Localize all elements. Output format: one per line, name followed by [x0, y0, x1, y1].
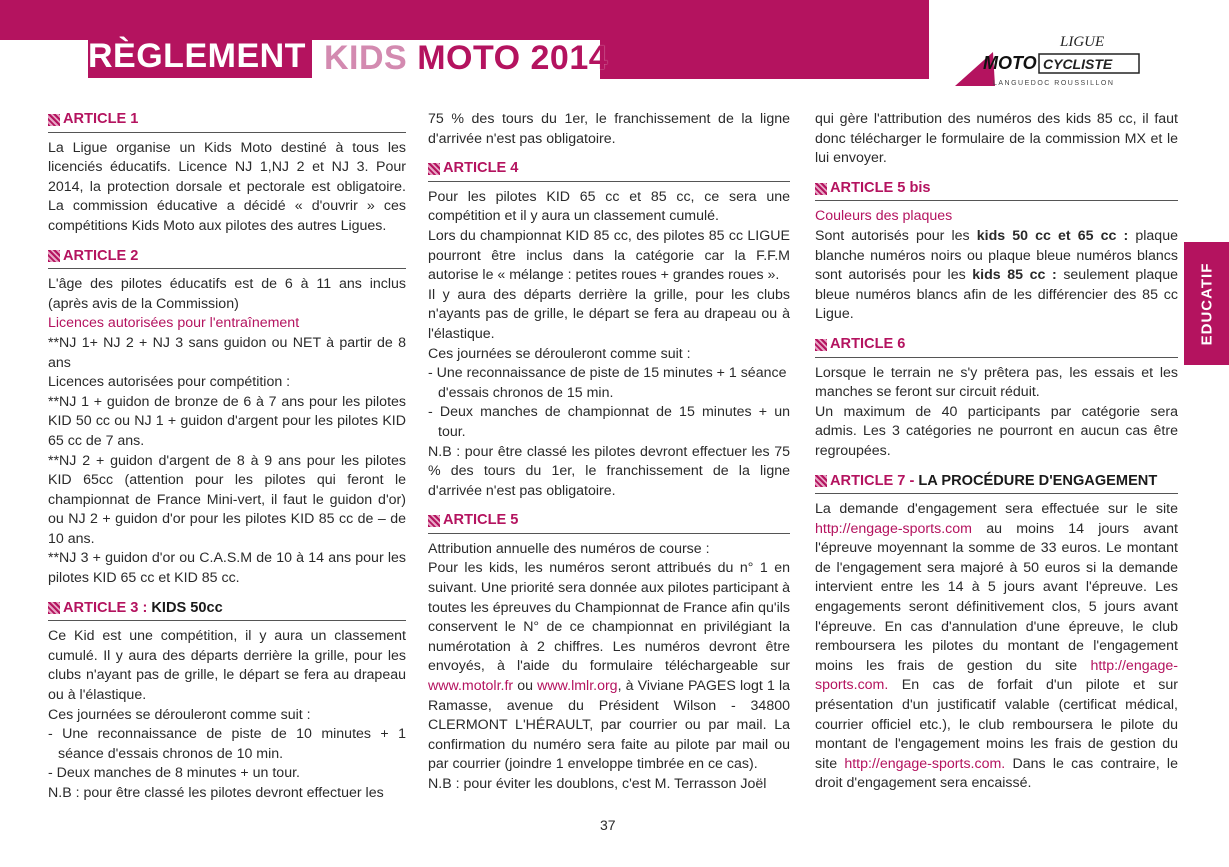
- article-2-para-5: **NJ 3 + guidon d'or ou C.A.S.M de 10 à 14 ans pour les pilotes KID 65 cc et KID 85 cc.: [48, 550, 406, 587]
- article-2-para-3: **NJ 1 + guidon de bronze de 6 à 7 ans pour les pilotes KID 50 cc ou NJ 1 + guidon d'argent pour les pilotes KID 65 cc de 7 ans.: [48, 393, 406, 449]
- article-3-heading: ARTICLE 3 : KIDS 50cc: [48, 599, 406, 622]
- article-3-para-5: N.B : pour être classé les pilotes devront effectuer les: [48, 785, 384, 801]
- engage-sports-link-2[interactable]: http://engage-sports.com.: [815, 657, 1178, 694]
- article-4-para-5: - Une reconnaissance de piste de 15 minutes + 1 séance d'essais chronos de 15 min.: [428, 365, 787, 401]
- square-bullet-icon: [428, 515, 440, 527]
- article-5bis-subheading: Couleurs des plaques: [815, 208, 953, 225]
- article-3-para-1: Ce Kid est une compétition, il y aura un classement cumulé. Il y aura des départs derrière la grille, pour les clubs n'ayant pas de grille, le départ se fera au drapeau ou à l'élastique.: [48, 628, 406, 704]
- column-2: [428, 110, 790, 795]
- title-kids: KIDS: [323, 39, 408, 77]
- article-5-para-3: N.B : pour éviter les doublons, c'est M. Terrasson Joël: [428, 776, 767, 792]
- square-bullet-icon: [428, 163, 440, 175]
- article-2-para-1: **NJ 1+ NJ 2 + NJ 3 sans guidon ou NET à partir de 8 ans: [48, 334, 406, 371]
- article-4-para-1: Pour les pilotes KID 65 cc et 85 cc, ce sera une compétition et il y aura un classement cumulé.: [428, 188, 790, 225]
- article-3-para-2: Ces journées se dérouleront comme suit :: [48, 706, 311, 723]
- ligue-logo: [955, 24, 1160, 88]
- article-2-text: L'âge des pilotes éducatifs est de 6 à 11 ans inclus (après avis de la Commission): [48, 276, 406, 312]
- article-6-para-1: Lorsque le terrain ne s'y prêtera pas, les essais et les manches se feront sur circuit réduit.: [815, 364, 1178, 401]
- article-4-para-2: Lors du championnat KID 85 cc, des pilotes 85 cc LIGUE pourront être inclus dans la catégorie car la F.F.M autorise le « mélange : petites roues + grandes roues ».: [428, 227, 790, 284]
- page-number: 37: [600, 817, 616, 833]
- lmlr-link[interactable]: www.lmlr.org: [537, 678, 618, 695]
- engage-sports-link-3[interactable]: http://engage-sports.com.: [844, 755, 1006, 772]
- page-title: [88, 30, 608, 78]
- column-1: [48, 110, 406, 804]
- square-bullet-icon: [815, 339, 827, 351]
- logo-region: LANGUEDOC ROUSSILLON: [993, 80, 1115, 87]
- square-bullet-icon: [815, 183, 827, 195]
- column-3: [815, 110, 1178, 794]
- article-5-para-1: Attribution annuelle des numéros de course :: [428, 540, 710, 557]
- column-3-continuation: qui gère l'attribution des numéros des kids 85 cc, il faut donc télécharger le formulaire de la commission MX et le lui envoyer.: [815, 111, 1178, 167]
- logo-cycliste: CYCLISTE: [1043, 56, 1113, 72]
- column-2-continuation: 75 % des tours du 1er, le franchissement de la ligne d'arrivée n'est pas obligatoire.: [428, 111, 790, 147]
- article-3-para-4: - Deux manches de 8 minutes + un tour.: [48, 765, 300, 782]
- logo-ligue: LIGUE: [1060, 34, 1105, 50]
- article-7-heading: ARTICLE 7 - LA PROCÉDURE D'ENGAGEMENT: [815, 472, 1178, 495]
- article-2-para-4: **NJ 2 + guidon d'argent de 8 à 9 ans pour les pilotes KID 65cc (attention pour les pilotes qui feront le championnat de France Mini-vert, il faut le guidon d'or) ou NJ 2 + guidon d'or pour les pilotes KID 85 cc de – de 10 ans.: [48, 452, 406, 547]
- article-4-para-3: Il y aura des départs derrière la grille, pour les clubs n'ayants pas de grille, le départ se fera au drapeau ou à l'élastique.: [428, 286, 790, 342]
- article-5bis-text: Sont autorisés pour les kids 50 cc et 65 cc : plaque blanche numéros noirs ou plaque bleue numéros blancs sont autorisés pour les kids 85 cc : seulement plaque bleue numéros blancs afin de les différencier des 85 cc Ligue.: [815, 227, 1178, 323]
- article-2-para-2: Licences autorisées pour compétition :: [48, 374, 291, 391]
- article-5bis-heading: ARTICLE 5 bis: [815, 179, 1178, 202]
- title-moto: MOTO 2014: [417, 39, 609, 77]
- title-reglement: RÈGLEMENT: [88, 37, 312, 78]
- square-bullet-icon: [48, 602, 60, 614]
- article-7-text: La demande d'engagement sera effectuée sur le site http://engage-sports.com au moins 14 jours avant l'épreuve moyennant la somme de 33 euros. Le montant de l'engagement sera majoré à 50 euros si la demande intervient entre les 14 à 5 jours avant l'épreuve. Les engagements seront définitivement clos, 5 jours avant l'épreuve. En cas d'annulation d'une épreuve, le club remboursera les pilotes du montant de l'engagement moins les frais de gestion du site http://engage-sports.com. En cas de forfait d'un pilote et sur présentation d'un justificatif valable (certificat médical, courrier officiel etc.), le club remboursera le pilote du montant de l'engagement moins les frais de gestion du site http://engage-sports.com. Dans le cas contraire, le droit d'engagement sera encaissé.: [815, 501, 1179, 792]
- article-4-heading: ARTICLE 4: [428, 159, 790, 182]
- article-3-para-3: - Une reconnaissance de piste de 10 minutes + 1 séance d'essais chronos de 10 min.: [48, 726, 406, 762]
- article-5-heading: ARTICLE 5: [428, 511, 790, 534]
- article-2-subheading: Licences autorisées pour l'entraînement: [48, 315, 300, 332]
- article-1-heading: ARTICLE 1: [48, 110, 406, 133]
- article-4-para-4: Ces journées se dérouleront comme suit :: [428, 345, 691, 362]
- engage-sports-link-1[interactable]: http://engage-sports.com: [815, 520, 972, 537]
- article-2-heading: ARTICLE 2: [48, 247, 406, 270]
- article-6-heading: ARTICLE 6: [815, 335, 1178, 358]
- square-bullet-icon: [815, 475, 827, 487]
- side-tab-educatif: EDUCATIF: [1184, 242, 1229, 365]
- square-bullet-icon: [48, 114, 60, 126]
- article-4-para-6: - Deux manches de championnat de 15 minutes + un tour.: [428, 404, 790, 440]
- motolr-link[interactable]: www.motolr.fr: [428, 678, 514, 695]
- article-4-para-7: N.B : pour être classé les pilotes devront effectuer les 75 % des tours du 1er, le franchissement de la ligne d'arrivée n'est pas obligatoire.: [428, 443, 790, 499]
- article-5-para-2: Pour les kids, les numéros seront attribués du n° 1 en suivant. Une priorité sera donnée aux pilotes participant à toutes les épreuves du Championnat de France afin qu'ils conservent le N° de ce championnat en privilégiant la numérotation à 2 chiffres. Les numéros devront être envoyés, à l'aide du formulaire téléchargeable sur www.motolr.fr ou www.lmlr.org, à Viviane PAGES logt 1 la Ramasse, avenue du Président Wilson - 34800 CLERMONT L'HÉRAULT, par courrier ou par mail. La confirmation du numéro sera faite au pilote par mail ou par courrier (joindre 1 enveloppe timbrée en ce cas).: [428, 560, 790, 773]
- square-bullet-icon: [48, 250, 60, 262]
- logo-moto: MOTO: [983, 53, 1037, 73]
- article-1-text: La Ligue organise un Kids Moto destiné à tous les licenciés éducatifs. Licence NJ 1,NJ 2 et NJ 3. Pour 2014, la protection dorsale et pectorale est obligatoire. La commission éducative a décidé « d'ouvrir » ces compétitions Kids Moto aux pilotes des autres Ligues.: [48, 139, 406, 234]
- article-6-para-2: Un maximum de 40 participants par catégorie sera admis. Les 3 catégories ne pourront en aucun cas être regroupées.: [815, 403, 1178, 459]
